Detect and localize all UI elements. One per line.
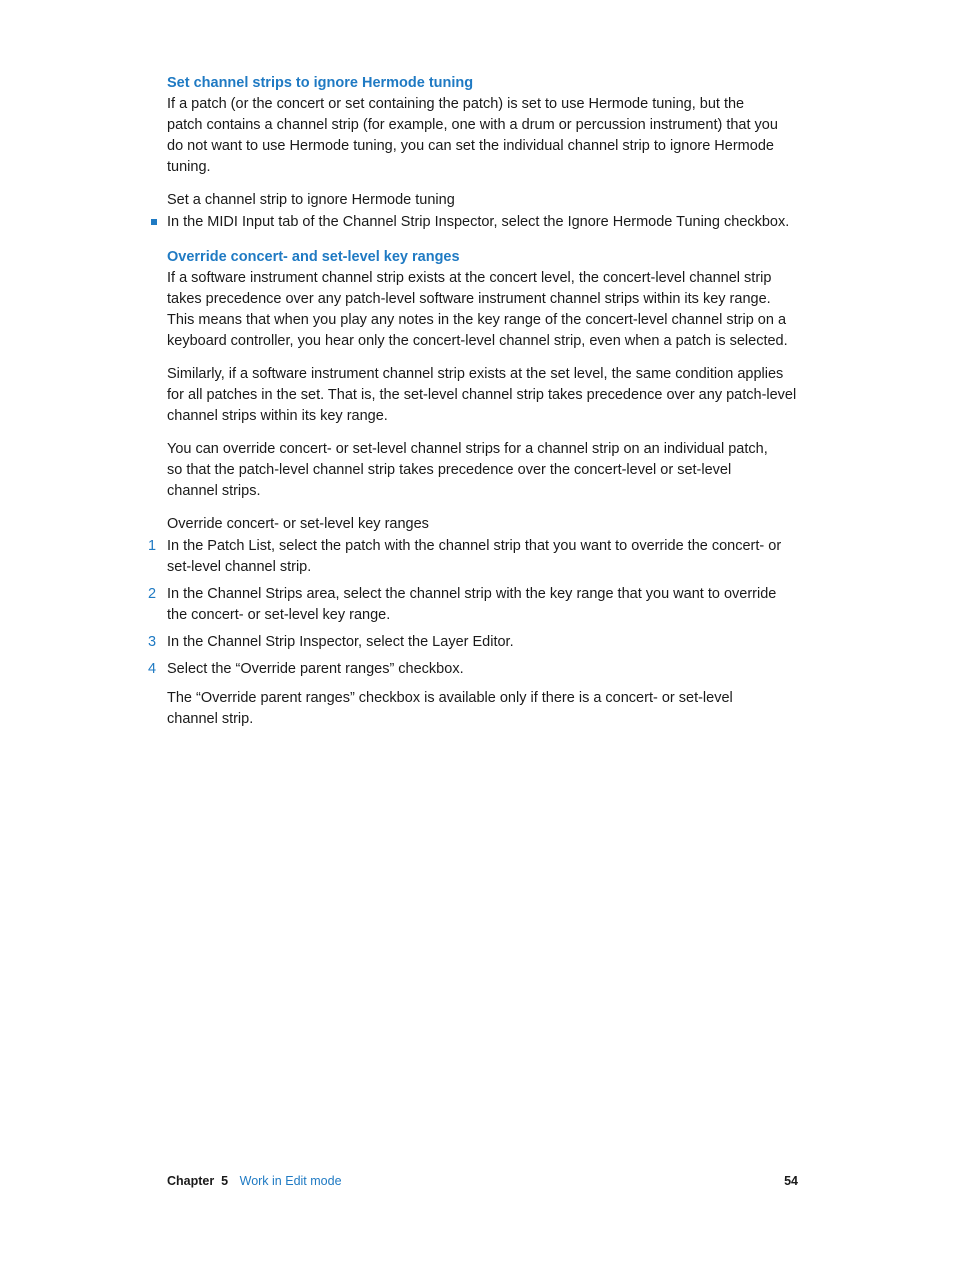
page-number: 54 (784, 1174, 798, 1188)
step-number: 1 (148, 538, 157, 554)
bullet-square-icon (151, 219, 157, 225)
task-title: Override concert- or set-level key ranges (167, 516, 429, 532)
body-paragraph: You can override concert- or set-level channel strips for a channel strip on an individual patch, so that the patch-level channel strip takes precedence over the concert-level or set-level channel strips. (167, 441, 768, 499)
section-ignore-hermode (167, 73, 807, 178)
section-heading: Set channel strips to ignore Hermode tuning (167, 75, 474, 91)
chapter-label: Chapter 5 (167, 1174, 229, 1188)
step-note: The “Override parent ranges” checkbox is available only if there is a concert- or set-level channel strip. (167, 690, 733, 727)
step-number: 4 (148, 661, 157, 677)
section-heading: Override concert- and set-level key ranges (167, 249, 460, 265)
task-title: Set a channel strip to ignore Hermode tuning (167, 192, 455, 208)
body-paragraph: If a software instrument channel strip exists at the concert level, the concert-level channel strip takes precedence over any patch-level software instrument channel strips within its key range. This means that when you play any notes in the key range of the concert-level channel strip on a keyboard controller, you hear only the concert-level channel strip, even when a patch is selected. (167, 270, 788, 349)
chapter-title-link[interactable]: Work in Edit mode (239, 1174, 342, 1188)
step-number: 3 (148, 634, 157, 650)
section-override-key-ranges (167, 247, 807, 352)
body-paragraph: If a patch (or the concert or set containing the patch) is set to use Hermode tuning, but the patch contains a channel strip (for example, one with a drum or percussion instrument) that you do not want to use Hermode tuning, you can set the individual channel strip to ignore Hermode tuning. (167, 96, 778, 175)
page-footer (167, 1173, 342, 1190)
body-paragraph: Similarly, if a software instrument channel strip exists at the set level, the same condition applies for all patches in the set. That is, the set-level channel strip takes precedence over any patch-level channel strips within its key range. (167, 366, 797, 424)
step-number: 2 (148, 586, 157, 602)
